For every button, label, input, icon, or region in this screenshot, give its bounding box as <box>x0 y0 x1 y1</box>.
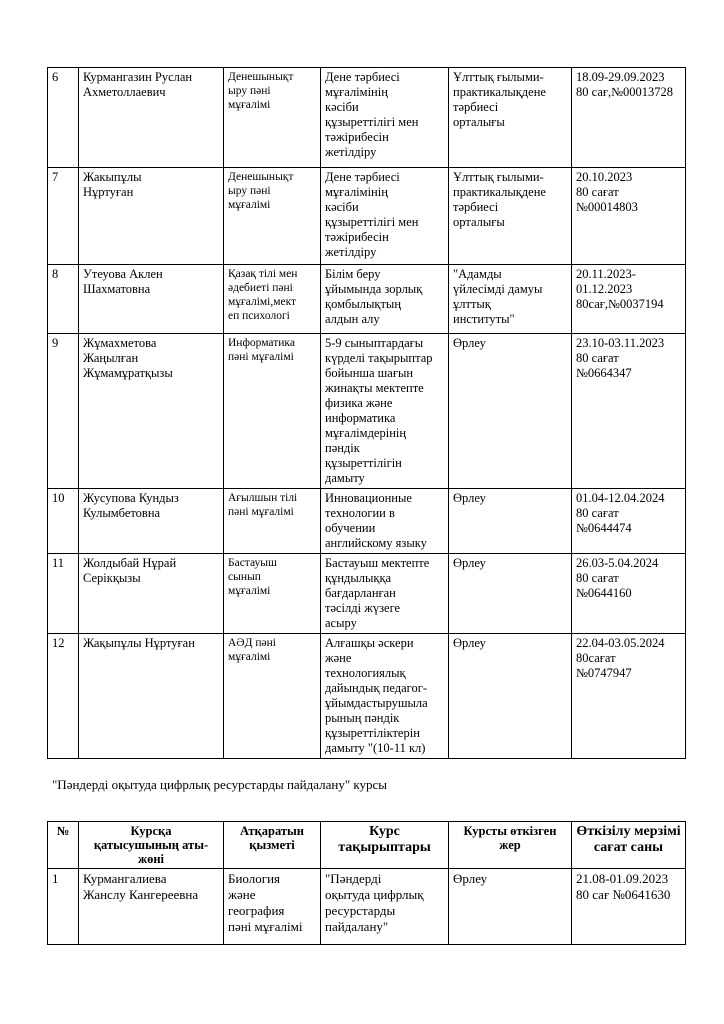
digital-resources-table <box>47 821 686 945</box>
cell-course-place: "Адамды үйлесімді дамуы ұлттық институты" <box>449 265 572 334</box>
cell-participant-name: Курмангалиева Жанслу Кангереевна <box>79 869 224 945</box>
cell-course-place: Ұлттық ғылыми- практикалықдене тәрбиесі орталығы <box>449 68 572 168</box>
cell-position: АӘД пәні мұғалімі <box>224 634 321 759</box>
cell-date-hours: 20.11.2023- 01.12.2023 80сағ,№0037194 <box>572 265 686 334</box>
cell-position: Информатика пәні мұғалімі <box>224 334 321 489</box>
table-row <box>48 334 686 489</box>
cell-date-hours: 23.10-03.11.2023 80 сағат №0664347 <box>572 334 686 489</box>
header-row <box>48 822 686 869</box>
header-place: Курсты өткізген жер <box>449 822 572 869</box>
cell-position: Денешынықт ыру пәні мұғалімі <box>224 68 321 168</box>
header-participant: Курсқа қатысушының аты- жөні <box>79 822 224 869</box>
cell-course-topic: "Пәндерді оқытуда цифрлық ресурстарды пайдалану" <box>321 869 449 945</box>
cell-number: 11 <box>48 554 79 634</box>
table-row <box>48 68 686 168</box>
cell-date-hours: 21.08-01.09.2023 80 сағ №0641630 <box>572 869 686 945</box>
cell-course-place: Ұлттық ғылыми- практикалықдене тәрбиесі орталығы <box>449 168 572 265</box>
table-row <box>48 869 686 945</box>
cell-position: Биология және география пәні мұғалімі <box>224 869 321 945</box>
header-position: Атқаратын қызметі <box>224 822 321 869</box>
cell-date-hours: 26.03-5.04.2024 80 сағат №0644160 <box>572 554 686 634</box>
header-number: № <box>48 822 79 869</box>
cell-date-hours: 20.10.2023 80 сағат №00014803 <box>572 168 686 265</box>
digital-resources-table-body <box>48 869 686 945</box>
cell-position: Ағылшын тілі пәні мұғалімі <box>224 489 321 554</box>
cell-participant-name: Жақыпұлы Нұртуған <box>79 634 224 759</box>
header-topic: Курс тақырыптары <box>321 822 449 869</box>
cell-date-hours: 01.04-12.04.2024 80 сағат №0644474 <box>572 489 686 554</box>
cell-number: 12 <box>48 634 79 759</box>
cell-course-topic: Бастауыш мектепте құндылыққа бағдарланған тәсілді жүзеге асыру <box>321 554 449 634</box>
cell-course-topic: Білім беру ұйымында зорлық қомбылықтың алдын алу <box>321 265 449 334</box>
cell-participant-name: Жусупова Кундыз Кулымбетовна <box>79 489 224 554</box>
section-caption: "Пәндерді оқытуда цифрлық ресурстарды пайдалану" курсы <box>52 777 388 792</box>
cell-participant-name: Курмангазин Руслан Ахметоллаевич <box>79 68 224 168</box>
cell-number: 10 <box>48 489 79 554</box>
header-duration: Өткізілу мерзімі сағат саны <box>572 822 686 869</box>
courses-table-body <box>48 68 686 759</box>
cell-number: 8 <box>48 265 79 334</box>
cell-course-topic: Дене тәрбиесі мұғалімінің кәсіби құзыреттілігі мен тәжірибесін жетілдіру <box>321 68 449 168</box>
cell-number: 7 <box>48 168 79 265</box>
cell-number: 9 <box>48 334 79 489</box>
cell-position: Денешынықт ыру пәні мұғалімі <box>224 168 321 265</box>
cell-number: 6 <box>48 68 79 168</box>
table-row <box>48 489 686 554</box>
cell-participant-name: Жакыпұлы Нұртуған <box>79 168 224 265</box>
table-row <box>48 168 686 265</box>
cell-course-place: Өрлеу <box>449 554 572 634</box>
courses-table <box>47 67 686 759</box>
cell-course-topic: Инновационные технологии в обучении английскому языку <box>321 489 449 554</box>
cell-course-place: Өрлеу <box>449 334 572 489</box>
cell-date-hours: 18.09-29.09.2023 80 сағ,№00013728 <box>572 68 686 168</box>
cell-participant-name: Жұмахметова Жаңылған Жұмамұратқызы <box>79 334 224 489</box>
cell-course-place: Өрлеу <box>449 489 572 554</box>
table-row <box>48 634 686 759</box>
cell-participant-name: Жолдыбай Нұрай Серікқызы <box>79 554 224 634</box>
cell-date-hours: 22.04-03.05.2024 80сағат №0747947 <box>572 634 686 759</box>
cell-number: 1 <box>48 869 79 945</box>
cell-course-topic: Дене тәрбиесі мұғалімінің кәсіби құзыреттілігі мен тәжірибесін жетілдіру <box>321 168 449 265</box>
cell-course-topic: Алғашқы әскери және технологиялық дайындық педагог- ұйымдастырушыла рының пәндік құзыреттіліктерін дамыту "(10-11 кл) <box>321 634 449 759</box>
cell-course-place: Өрлеу <box>449 634 572 759</box>
cell-course-topic: 5-9 сыныптардағы күрделі тақырыптар бойынша шағын жинақты мектепте физика және информатика мұғалімдерінің пәндік құзыреттілігін дамыту <box>321 334 449 489</box>
table-row <box>48 265 686 334</box>
cell-participant-name: Утеуова Аклен Шахматовна <box>79 265 224 334</box>
cell-course-place: Өрлеу <box>449 869 572 945</box>
cell-position: Қазақ тілі мен әдебиеті пәні мұғалімі,мект еп психологі <box>224 265 321 334</box>
cell-position: Бастауыш сынып мұғалімі <box>224 554 321 634</box>
table-row <box>48 554 686 634</box>
